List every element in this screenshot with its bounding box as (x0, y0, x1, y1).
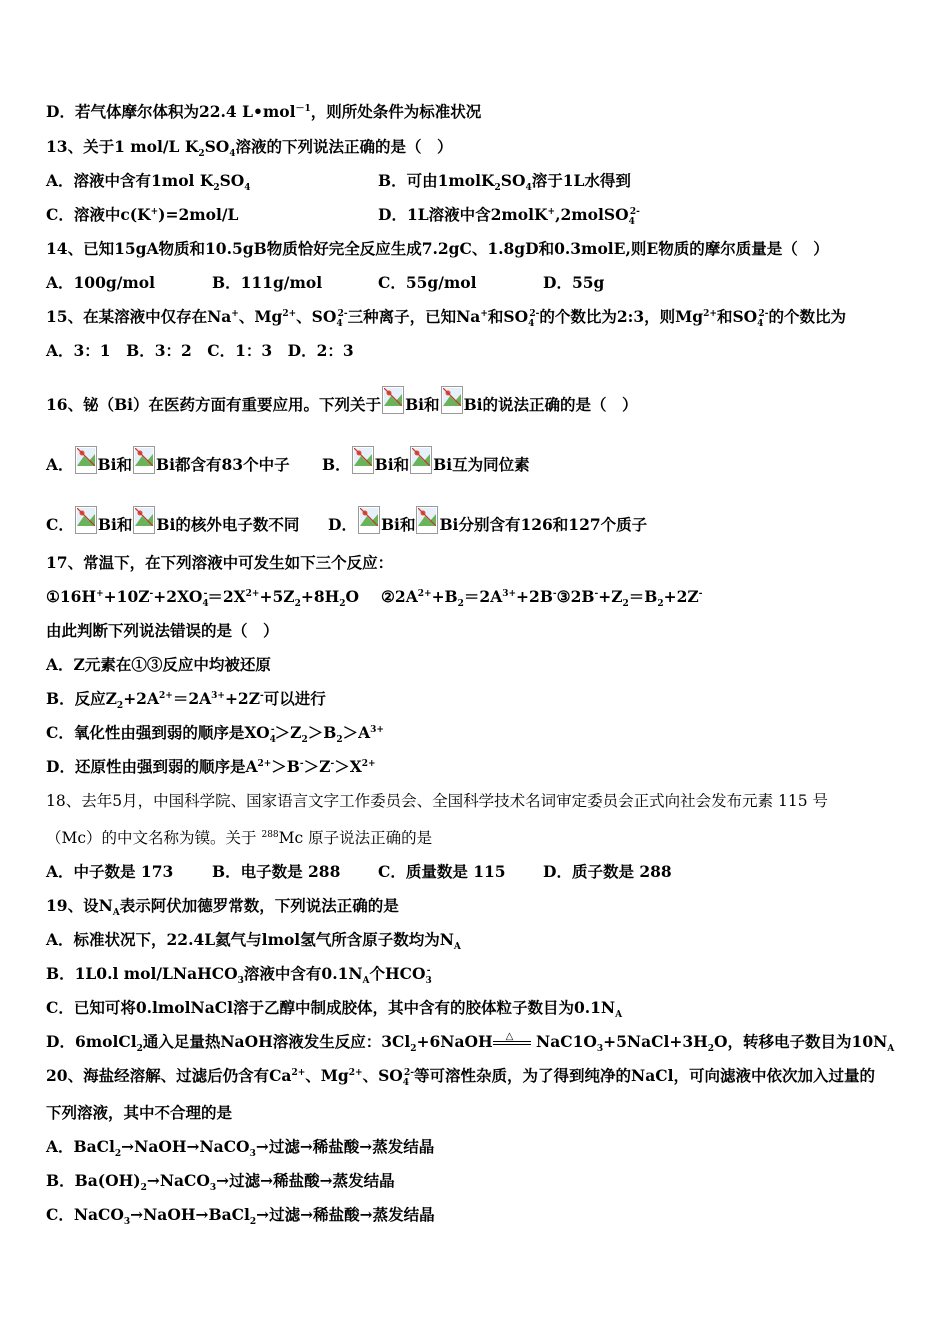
q19-option-b: B．1L0.l mol/LNaHCO$_3$溶液中含有$0.1N_A$个$HCO_3^-$ (46, 964, 432, 987)
q16-stem: 16、铋（Bi）在医药方面有重要应用。下列关于 Bi和 Bi的说法正确的是（ ） (46, 386, 638, 415)
q18-stem: 18、去年5月，中国科学院、国家语言文字工作委员会、全国科学技术名词审定委员会正式向社会发布元素 115 号 (46, 792, 829, 810)
q16-option-d: D． Bi和 Bi分别含有126和127个质子 (328, 506, 647, 535)
q13-option-d: D．1L溶液中含2molK+,2molSO$_4^{2-}$ (378, 205, 640, 228)
q17-option-c: C．氧化性由强到弱的顺序是$XO_4^->Z_2>B_2>A^{3+}$ (46, 723, 384, 746)
q19-option-d: D．6molCl$_2$通入足量热NaOH溶液发生反应：$3Cl_2+6NaOH$ △ $NaC1O_3+5NaCl+3H_2O$，转移电子数目为$10N_A$ (46, 1031, 895, 1055)
q16-option-a: A． Bi和 Bi都含有83个中子 (46, 446, 290, 475)
isotope-image-icon (75, 506, 97, 534)
isotope-image-icon (75, 446, 97, 474)
q18-option-d: D．质子数是 288 (543, 862, 672, 881)
q19-option-c: C．已知可将0.lmolNaCl溶于乙醇中制成胶体，其中含有的胶体粒子数目为$0.1N_A$ (46, 998, 623, 1021)
q20-option-a: A．BaCl$_2$→NaOH→NaCO$_3$→过滤→稀盐酸→蒸发结晶 (46, 1137, 435, 1160)
q14-option-d: D．55g (543, 273, 605, 292)
q17-option-d: D．还原性由强到弱的顺序是$A^{2+}>B^->Z^->X^{2+}$ (46, 757, 376, 776)
q17-option-b: B．反应$Z_2+2A^{2+}=2A^{3+}+2Z^-$可以进行 (46, 689, 326, 712)
q13-option-a: A．溶液中含有1mol $K_2SO_4$ (46, 171, 251, 194)
isotope-image-icon (416, 506, 438, 534)
q19-stem: 19、设$N_A$表示阿伏加德罗常数，下列说法正确的是 (46, 896, 399, 919)
q18-option-b: B．电子数是 288 (212, 862, 341, 881)
q20-stem-2: 下列溶液，其中不合理的是 (46, 1103, 233, 1122)
q13-option-c: C．溶液中c(K+)=2mol/L (46, 205, 239, 224)
isotope-image-icon (441, 386, 463, 414)
q19-option-a: A．标准状况下，22.4L氦气与lmol氢气所含原子数均为$N_A$ (46, 930, 461, 953)
heating-equals-sign: △ (493, 1035, 531, 1049)
q20-option-b: B．$Ba(OH)_2\to NaCO_3\to$过滤→稀盐酸→蒸发结晶 (46, 1171, 395, 1194)
q20-stem: 20、海盐经溶解、过滤后仍含有$Ca^{2+}$、$Mg^{2+}$、$SO_4^{2-}$等可溶性杂质，为了得到纯净的NaCl，可向滤液中依次加入过量的 (46, 1066, 875, 1089)
q17-ask: 由此判断下列说法错误的是（ ） (46, 621, 279, 640)
q16-option-b: B． Bi和 Bi互为同位素 (322, 446, 530, 475)
q17-stem: 17、常温下，在下列溶液中可发生如下三个反应： (46, 553, 394, 572)
q14-stem: 14、已知15gA物质和10.5gB物质恰好完全反应生成7.2gC、1.8gD和0.3molE,则E物质的摩尔质量是（ ） (46, 239, 829, 258)
isotope-image-icon (358, 506, 380, 534)
isotope-image-icon (352, 446, 374, 474)
isotope-image-icon (133, 506, 155, 534)
q14-option-c: C．55g/mol (378, 273, 477, 292)
q15-options: A．3：1 B．3：2 C．1：3 D．2：3 (46, 341, 354, 360)
q12-option-d: D．若气体摩尔体积为22.4 L•mol$^{-1}$，则所处条件为标准状况 (46, 102, 482, 121)
q13-option-b: B．可由$1molK_2SO_4$溶于1L水得到 (378, 171, 631, 194)
q20-option-c: C．NaCO$_3$→NaOH→BaCl$_2$→过滤→稀盐酸→蒸发结晶 (46, 1205, 435, 1228)
q18-stem-2: （Mc）的中文名称为镆。关于 $^{288}$Mc 原子说法正确的是 (46, 829, 433, 847)
isotope-image-icon (133, 446, 155, 474)
q18-option-c: C．质量数是 115 (378, 862, 506, 881)
q18-option-a: A．中子数是 173 (46, 862, 174, 881)
q14-option-a: A．100g/mol (46, 273, 156, 292)
q15-stem: 15、在某溶液中仅存在Na+、$Mg^{2+}$、$SO_4^{2-}$三种离子，已知Na+和$SO_4^{2-}$的个数比为2:3，则$Mg^{2+}$和$SO_4^{2-}$的个数比为 (46, 307, 846, 330)
isotope-image-icon (382, 386, 404, 414)
q17-option-a: A．Z元素在①③反应中均被还原 (46, 655, 271, 674)
q17-reactions: $①16H^++10Z^-+2XO_4^-=2X^{2+}+5Z_2+8H_2O$ $②2A^{2+}+B_2=2A^{3+}+2B^-③2B^-+Z_2=B_2+2Z^-$ (46, 587, 703, 610)
q14-option-b: B．111g/mol (212, 273, 323, 292)
q16-option-c: C． Bi和 Bi的核外电子数不同 (46, 506, 299, 535)
isotope-image-icon (410, 446, 432, 474)
q13-stem: 13、关于1 mol/L $K_2SO_4$溶液的下列说法正确的是（ ） (46, 137, 453, 160)
